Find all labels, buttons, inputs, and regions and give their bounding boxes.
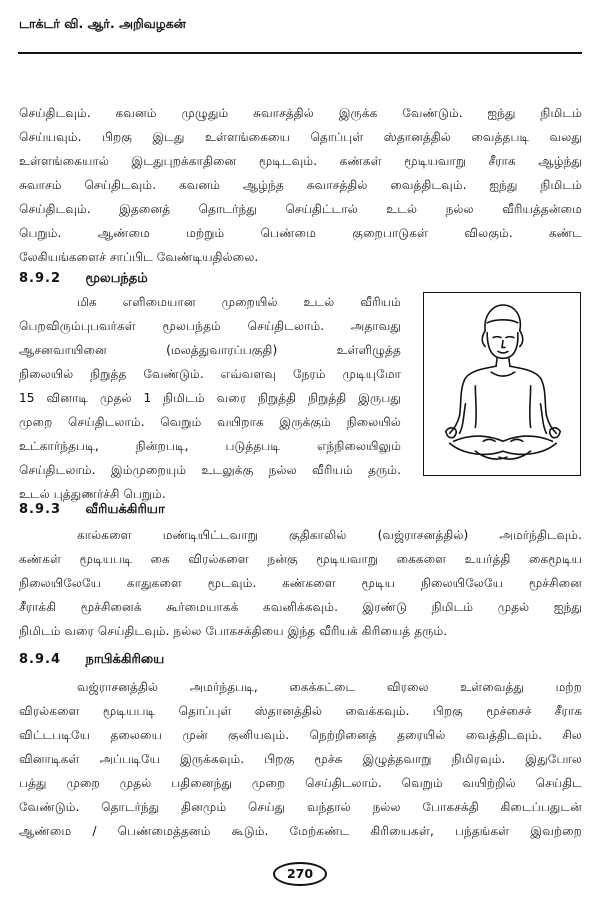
text-line: பெறும். ஆண்மை மற்றும் பெண்மை குறைபாடுகள் விலகும். கண்ட [19, 226, 582, 240]
text-line: செய்திடவும். கவனம் முழுதும் சுவாசத்தில் இருக்க வேண்டும். ஐந்து நிமிடம் [19, 106, 582, 120]
meditation-illustration [423, 292, 581, 476]
text-line: ஆண்மை / பெண்மைத்தனம் கூடும். மேற்கண்ட கிரியைகள், பந்தங்கள் இவற்றை [19, 824, 582, 838]
paragraph-veeriyakriya [19, 523, 582, 643]
section-title: வீரியக்கிரியா [85, 502, 165, 517]
section-number: 8.9.4 [19, 652, 62, 667]
text-line: உள்ளங்கையால் இடதுபுறக்காதினை மூடிடவும். கண்கள் மூடியவாறு சீராக ஆழ்ந்து [19, 154, 582, 168]
text-line: பத்து முறை முதல் பதினைந்து முறை செய்திடலாம். வெறும் வயிற்றில் செய்திட [19, 776, 582, 790]
section-heading-894 [19, 652, 164, 668]
section-title: நாபிக்கிரியை [85, 652, 165, 667]
section-number: 8.9.3 [19, 502, 62, 517]
paragraph-intro [19, 101, 582, 269]
text-line: கண்கள் மூடியபடி கை விரல்களை நன்கு மூடியவாறு கைகளை உயர்த்தி கைமூடிய [19, 552, 582, 566]
seated-meditation-figure-icon [424, 293, 580, 475]
text-line: விட்டபடியே தலையை முன் குனியவும். நெற்றினைத் தரையில் வைத்திடவும். சில [19, 728, 582, 742]
text-line: செய்திடலாம். இம்முறையும் உடலுக்கு நல்ல வீரியம் தரும். [19, 463, 401, 477]
text-line: சுவாசம் செய்திடவும். கவனம் ஆழ்ந்த சுவாசத்தில் வைத்திடவும். ஐந்து நிமிடம் [19, 178, 582, 192]
text-line: பெறவிரும்புபவர்கள் மூலபந்தம் செய்திடலாம். அதாவது [19, 319, 401, 333]
text-line: நிமிடம் வரை செய்திடவும். நல்ல போகசக்தியை இந்த வீரியக் கிரியைத் தரும். [19, 624, 448, 638]
running-header: டாக்டர் வி. ஆர். அறிவழகன் [19, 16, 186, 31]
paragraph-mulabandham [19, 290, 401, 506]
header-rule [18, 52, 582, 54]
text-line: முறை செய்திடலாம். வெறும் வயிறாக இருக்கும் நிலையில் [19, 415, 401, 429]
text-line: ஆசனவாயினை (மலத்துவாரப்பகுதி) உள்ளிழுத்த [19, 343, 401, 357]
section-title: மூலபந்தம் [85, 271, 148, 286]
text-line: 15 வினாடி முதல் 1 நிமிடம் வரை நிறுத்தி நிறுத்தி இருபது [19, 391, 401, 405]
page-number: 270 [273, 862, 327, 886]
section-heading-892 [19, 271, 148, 287]
text-line: விரல்களை மூடியபடி தொப்புள் ஸ்தானத்தில் வைக்கவும். பிறகு மூச்சைச் சீராக [19, 704, 582, 718]
text-line: நிலையில் நிறுத்த வேண்டும். எவ்வளவு நேரம் முடியுமோ [19, 367, 401, 381]
section-number: 8.9.2 [19, 271, 62, 286]
paragraph-nabhikriya [19, 675, 582, 843]
section-heading-893 [19, 502, 165, 518]
text-line: மிக எளிமையான முறையில் உடல் வீரியம் [77, 295, 401, 309]
text-line: உடல் புத்துணர்ச்சி பெறும். [19, 487, 166, 501]
text-line: செய்யவும். பிறகு இடது உள்ளங்கையை தொப்புள் ஸ்தானத்தில் வைத்தபடி வலது [19, 130, 582, 144]
text-line: நிலையிலேயே காதுகளை மூடவும். கண்களை மூடிய நிலையிலேயே மூச்சினை [19, 576, 582, 590]
text-line: உட்கார்ந்தபடி, நின்றபடி, படுத்தபடி எந்நிலையிலும் [19, 439, 401, 453]
text-line: செய்திடவும். இதனைத் தொடர்ந்து செய்திட்டால் உடல் நல்ல வீரியத்தன்மை [19, 202, 582, 216]
text-line: வினாடிகள் அப்படியே இருக்கவும். பிறகு மூச்சு இழுத்தவாறு நிமிரவும். இதுபோல [19, 752, 582, 766]
text-line: லேகியங்களைச் சாப்பிட வேண்டியதில்லை. [19, 250, 259, 264]
text-line: வஜ்ராசனத்தில் அமர்ந்தபடி, கைக்கட்டை விரலை உள்வைத்து மற்ற [77, 680, 582, 694]
text-line: கால்களை மண்டியிட்டவாறு குதிகாலில் (வஜ்ராசனத்தில்) அமர்ந்திடவும். [77, 528, 582, 542]
text-line: சீராக்கி மூச்சினைக் கூர்மையாகக் கவனிக்கவும். இரண்டு நிமிடம் முதல் ஐந்து [19, 600, 582, 614]
text-line: வேண்டும். தொடர்ந்து தினமும் செய்து வந்தால் நல்ல போகசக்தி கிடைப்பதுடன் [19, 800, 582, 814]
